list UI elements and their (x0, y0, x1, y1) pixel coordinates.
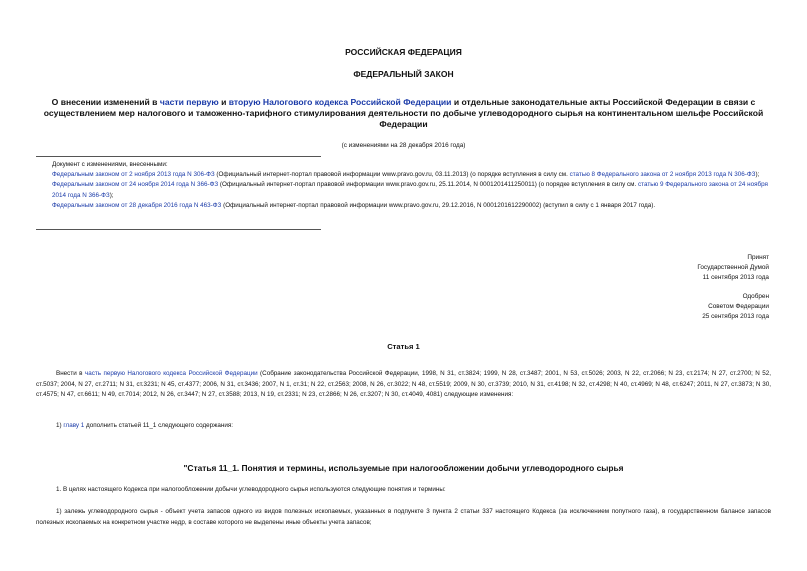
amendment-link[interactable]: Федеральным законом от 2 ноября 2013 года N 306-ФЗ (52, 171, 215, 179)
article-1-heading: Статья 1 (387, 342, 420, 351)
edition-note: (с изменениями на 28 декабря 2016 года) (341, 142, 466, 149)
law-title (36, 97, 771, 130)
adoption-line: 11 сентября 2013 года (702, 274, 769, 281)
divider-top (36, 156, 321, 157)
adoption-line: Государственной Думой (697, 264, 769, 271)
intro-text-1: Внести в (56, 370, 85, 377)
item-link-chapter-1[interactable]: главу 1 (63, 422, 85, 429)
intro-link-tax-code[interactable]: часть первую Налогового кодекса Российской Федерации (84, 370, 258, 377)
law-type-heading: ФЕДЕРАЛЬНЫЙ ЗАКОН (353, 69, 454, 79)
article-1-intro (36, 369, 771, 401)
approval-block (702, 292, 769, 322)
intro-text-2: (Собрание законодательства Российской Федерации, 1998, N 31, ст.3824; 1999, N 28, ст.3487; 2001, N 53, ст.5026; 2003, N 22, ст.2066; N 23, ст.2174; N 27, ст.2700; N 52, ст.5037; 2004, N 27, ст.2711; N 31, ст.3231; N 45, ст.4377; 2006, N 31, ст.3436; 2007, N 1, ст.31; N 22, ст.2563; 2008, N 26, ст.3022; N 48, ст.5519; 2009, N 30, ст.3739; 2010, N 31, ст.4198; N 32, ст.4298; N 40, ст.4969; N 48, ст.6247; 2011, N 27, ст.3873; N 30, ст.4575; N 47, ст.6611; N 49, ст.7014; 2012, N 26, ст.3447; N 27, ст.3588; 2013, N 19, ст.2331; N 23, ст.2866; N 26, ст.3207; N 30, ст.4049, 4081) следующие изменения: (36, 370, 771, 398)
title-text-2: и (218, 97, 229, 107)
country-heading: РОССИЙСКАЯ ФЕДЕРАЦИЯ (345, 47, 462, 57)
amendment-link[interactable]: Федеральным законом от 24 ноября 2014 года N 366-ФЗ (52, 181, 219, 189)
amendment-tail: ); (109, 191, 114, 199)
amendment-link[interactable]: Федеральным законом от 28 декабря 2016 года N 463-ФЗ (52, 201, 222, 209)
amendments-heading: Документ с изменениями, внесенными: (52, 161, 168, 168)
item-text-1: 1) (56, 422, 64, 429)
approval-line: Советом Федерации (708, 303, 769, 310)
amendment-text: (Официальный интернет-портал правовой информации www.pravo.gov.ru, 03.11.2013) (о порядке вступления в силу см. (214, 171, 570, 179)
amendment-item (52, 180, 772, 200)
amendment-entry-link[interactable]: статью 8 Федерального закона от 2 ноября 2013 года N 306-ФЗ (569, 171, 756, 179)
amendment-item (52, 170, 772, 180)
title-link-part-one[interactable]: части первую (159, 97, 219, 107)
article-1-item-1 (36, 421, 771, 432)
adoption-block (697, 253, 769, 283)
approval-line: 25 сентября 2013 года (702, 313, 769, 320)
amendments-list (52, 160, 772, 211)
title-link-tax-code[interactable]: вторую Налогового кодекса Российской Федерации (228, 97, 452, 107)
adoption-line: Принят (747, 254, 769, 261)
title-text-1: О внесении изменений в (51, 97, 160, 107)
article-11-1-para-1: 1. В целях настоящего Кодекса при налогообложении добычи углеводородного сырья используются следующие понятия и термины: (56, 486, 446, 493)
title-text-3: и отдельные законодательные акты Российской Федерации в связи с осуществлением мер налогового и таможенно-тарифного стимулирования деятельности по добыче углеводородного сырья на континентальном шельфе Российской Федерации (43, 97, 764, 129)
item-text-2: дополнить статьей 11_1 следующего содержания: (84, 422, 234, 429)
divider-bottom (36, 229, 321, 230)
amendment-item (52, 201, 772, 211)
amendment-tail: ); (755, 171, 760, 179)
article-11-1-para-2: 1) залежь углеводородного сырья - объект учета запасов одного из видов полезных ископаемых, указанных в подпункте 3 пункта 2 статьи 337 настоящего Кодекса (за исключением попутного газа), в государственном балансе запасов полезных ископаемых на конкретном участке недр, в составе которого не выделены иные объекты учета запасов; (36, 508, 771, 526)
amendment-text: (Официальный интернет-портал правовой информации www.pravo.gov.ru, 29.12.2016, N 0001201612290002) (вступил в силу с 1 января 2017 года). (221, 201, 656, 209)
amendment-text: (Официальный интернет-портал правовой информации www.pravo.gov.ru, 25.11.2014, N 0001201411250011) (о порядке вступления в силу см. (218, 181, 638, 189)
approval-line: Одобрен (742, 293, 769, 300)
article-11-1-heading: "Статья 11_1. Понятия и термины, используемые при налогообложении добычи углеводородного сырья (183, 463, 624, 473)
amendment-entry-link[interactable]: статью 9 Федерального закона от 24 ноября 2014 года N 366-ФЗ (52, 181, 768, 199)
